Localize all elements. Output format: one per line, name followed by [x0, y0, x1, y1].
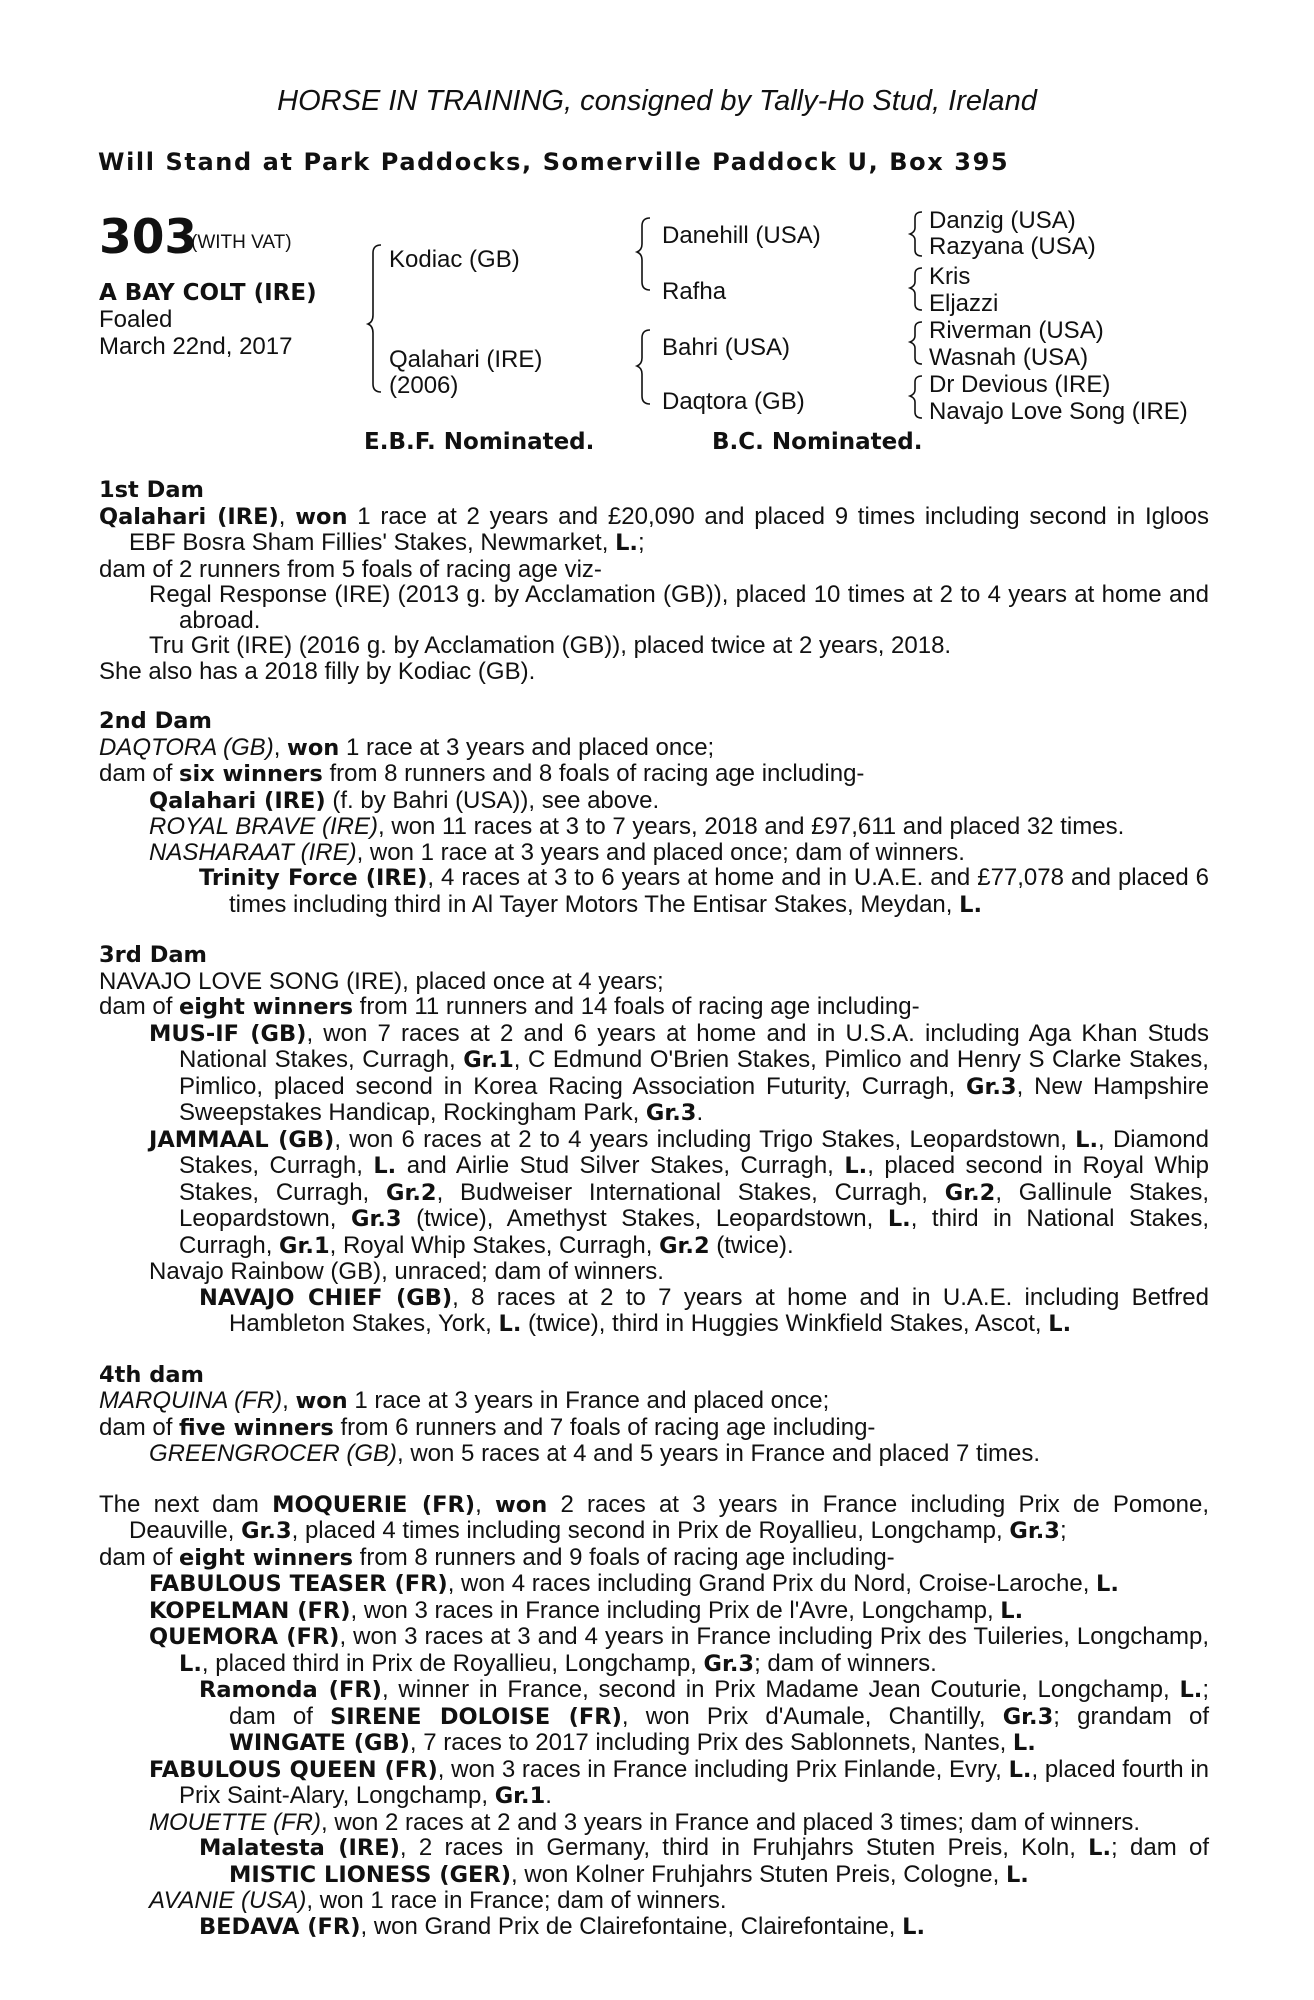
second-dam-record: DAQTORA (GB), won 1 race at 3 years and placed once; [99, 733, 715, 761]
produce-kopelman: KOPELMAN (FR), won 3 races in France including Prix de l'Avre, Longchamp, L. [149, 1596, 1024, 1624]
produce-fabulous-queen: FABULOUS QUEEN (FR), won 3 races in France including Prix Finlande, Evry, L., placed fourth in Prix Saint-Alary, Longchamp, Gr.1. [149, 1755, 1210, 1809]
produce-royal-brave: ROYAL BRAVE (IRE), won 11 races at 3 to 7 years, 2018 and £97,611 and placed 32 times. [149, 813, 1125, 840]
fourth-dam-section [99, 1363, 1209, 1467]
sire-dam: Rafha [662, 278, 727, 305]
dam: Qalahari (IRE) [389, 346, 543, 373]
foaled-label: Foaled [99, 306, 173, 333]
third-dam-produce-summary: dam of eight winners from 11 runners and 14 foals of racing age including- [99, 993, 920, 1020]
produce-fabulous-teaser: FABULOUS TEASER (FR), won 4 races including Grand Prix du Nord, Croise-Laroche, L. [149, 1570, 1119, 1597]
produce-avanie: AVANIE (USA), won 1 race in France; dam of winners. [149, 1887, 727, 1914]
ancestor-2: Razyana (USA) [929, 233, 1096, 260]
produce-ramonda: Ramonda (FR), winner in France, second in Prix Madame Jean Couturie, Longchamp, L.; dam of SIRENE DOLOISE (FR), won Prix d'Aumale, Chantilly, Gr.3; grandam of WINGATE (GB), 7 races to 2017 including Prix des Sablonnets, Nantes, L. [199, 1676, 1210, 1756]
first-dam-section [99, 478, 1209, 684]
ebf-nominated: E.B.F. Nominated. [364, 429, 595, 455]
ancestor-1: Danzig (USA) [929, 207, 1076, 234]
pedigree-notes [99, 478, 1209, 1940]
produce-malatesta: Malatesta (IRE), 2 races in Germany, third in Fruhjahrs Stuten Preis, Koln, L.; dam of MISTIC LIONESS (GER), won Kolner Fruhjahrs Stuten Preis, Cologne, L. [199, 1834, 1209, 1888]
produce-mouette: MOUETTE (FR), won 2 races at 2 and 3 years in France and placed 3 times; dam of winners. [149, 1808, 1141, 1836]
produce-tru-grit: Tru Grit (IRE) (2016 g. by Acclamation (GB)), placed twice at 2 years, 2018. [149, 632, 952, 659]
sire: Kodiac (GB) [389, 246, 520, 273]
page-title: HORSE IN TRAINING, consigned by Tally-Ho Stud, Ireland [277, 85, 1037, 117]
fourth-dam-produce-summary: dam of five winners from 6 runners and 7 foals of racing age including- [99, 1413, 876, 1441]
sire-sire: Danehill (USA) [662, 222, 821, 249]
fourth-dam-heading: 4th dam [99, 1361, 204, 1388]
pedigree-brackets [0, 0, 1314, 460]
stand-location: Will Stand at Park Paddocks, Somerville Paddock U, Box 395 [98, 148, 1010, 176]
ancestor-8: Navajo Love Song (IRE) [929, 398, 1188, 425]
second-dam-produce-summary: dam of six winners from 8 runners and 8 foals of racing age including- [99, 760, 865, 787]
next-dam-record: The next dam MOQUERIE (FR), won 2 races at 3 years in France including Prix de Pomone, Deauville, Gr.3, placed 4 times including second in Prix de Royallieu, Longchamp, Gr.3; [99, 1490, 1209, 1544]
lot-description: A BAY COLT (IRE) [99, 280, 317, 306]
produce-regal-response: Regal Response (IRE) (2013 g. by Acclamation (GB)), placed 10 times at 2 to 4 years at home and abroad. [149, 581, 1209, 634]
produce-qalahari: Qalahari (IRE) (f. by Bahri (USA)), see above. [149, 786, 660, 814]
produce-greengrocer: GREENGROCER (GB), won 5 races at 4 and 5 years in France and placed 7 times. [149, 1440, 1041, 1467]
ancestor-6: Wasnah (USA) [929, 344, 1089, 371]
produce-bedava: BEDAVA (FR), won Grand Prix de Clairefontaine, Clairefontaine, L. [199, 1912, 925, 1940]
produce-jammaal: JAMMAAL (GB), won 6 races at 2 to 4 years including Trigo Stakes, Leopardstown, L., Diamond Stakes, Curragh, L. and Airlie Stud Silver Stakes, Curragh, L., placed second in Royal Whip Stakes, Curragh, Gr.2, Budweiser International Stakes, Curragh, Gr.2, Gallinule Stakes, Leopardstown, Gr.3 (twice), Amethyst Stakes, Leopardstown, L., third in National Stakes, Curragh, Gr.1, Royal Whip Stakes, Curragh, Gr.2 (twice). [149, 1125, 1210, 1259]
produce-nasharaat: NASHARAAT (IRE), won 1 race at 3 years and placed once; dam of winners. [149, 838, 965, 866]
produce-mus-if: MUS-IF (GB), won 7 races at 2 and 6 years at home and in U.S.A. including Aga Khan Studs National Stakes, Curragh, Gr.1, C Edmund O'Brien Stakes, Pimlico and Henry S Clarke Stakes, Pimlico, placed second in Korea Racing Association Futurity, Curragh, Gr.3, New Hampshire Sweepstakes Handicap, Rockingham Park, Gr.3. [149, 1019, 1210, 1126]
first-dam-record: Qalahari (IRE), won 1 race at 2 years and £20,090 and placed 9 times including second in Igloos EBF Bosra Sham Fillies' Stakes, Newmarket, L.; [99, 502, 1210, 556]
dam-year: (2006) [389, 372, 459, 399]
dam-dam: Daqtora (GB) [662, 388, 805, 415]
third-dam-record: NAVAJO LOVE SONG (IRE), placed once at 4 years; [99, 967, 664, 995]
foaled-date: March 22nd, 2017 [99, 333, 293, 360]
produce-trinity-force: Trinity Force (IRE), 4 races at 3 to 6 years at home and in U.A.E. and £77,078 and placed 6 times including third in Al Tayer Motors The Entisar Stakes, Meydan, L. [199, 864, 1209, 918]
third-dam-heading: 3rd Dam [99, 942, 207, 968]
next-dam-produce-summary: dam of eight winners from 8 runners and 9 foals of racing age including- [99, 1543, 895, 1571]
produce-quemora: QUEMORA (FR), won 3 races at 3 and 4 years in France including Prix des Tuileries, Longchamp, L., placed third in Prix de Royallieu, Longchamp, Gr.3; dam of winners. [149, 1623, 1209, 1677]
ancestor-4: Eljazzi [929, 290, 999, 317]
first-dam-produce-summary: dam of 2 runners from 5 foals of racing age viz- [99, 555, 602, 583]
produce-2018-filly: She also has a 2018 filly by Kodiac (GB). [99, 657, 536, 685]
ancestor-3: Kris [929, 263, 971, 290]
bc-nominated: B.C. Nominated. [712, 429, 923, 455]
ancestor-7: Dr Devious (IRE) [929, 371, 1111, 398]
lot-number: 303 [99, 210, 198, 265]
fourth-dam-record: MARQUINA (FR), won 1 race at 3 years in France and placed once; [99, 1387, 830, 1414]
vat-note: (WITH VAT) [191, 232, 292, 253]
next-dam-section [99, 1492, 1209, 1941]
second-dam-heading: 2nd Dam [99, 708, 212, 734]
ancestor-5: Riverman (USA) [929, 317, 1104, 344]
dam-sire: Bahri (USA) [662, 334, 791, 361]
produce-navajo-chief: NAVAJO CHIEF (GB), 8 races at 2 to 7 years at home and in U.A.E. including Betfred Hambleton Stakes, York, L. (twice), third in Huggies Winkfield Stakes, Ascot, L. [199, 1283, 1209, 1337]
third-dam-section [99, 943, 1209, 1338]
second-dam-section [99, 709, 1209, 918]
first-dam-heading: 1st Dam [99, 477, 204, 503]
produce-navajo-rainbow: Navajo Rainbow (GB), unraced; dam of winners. [149, 1258, 664, 1285]
